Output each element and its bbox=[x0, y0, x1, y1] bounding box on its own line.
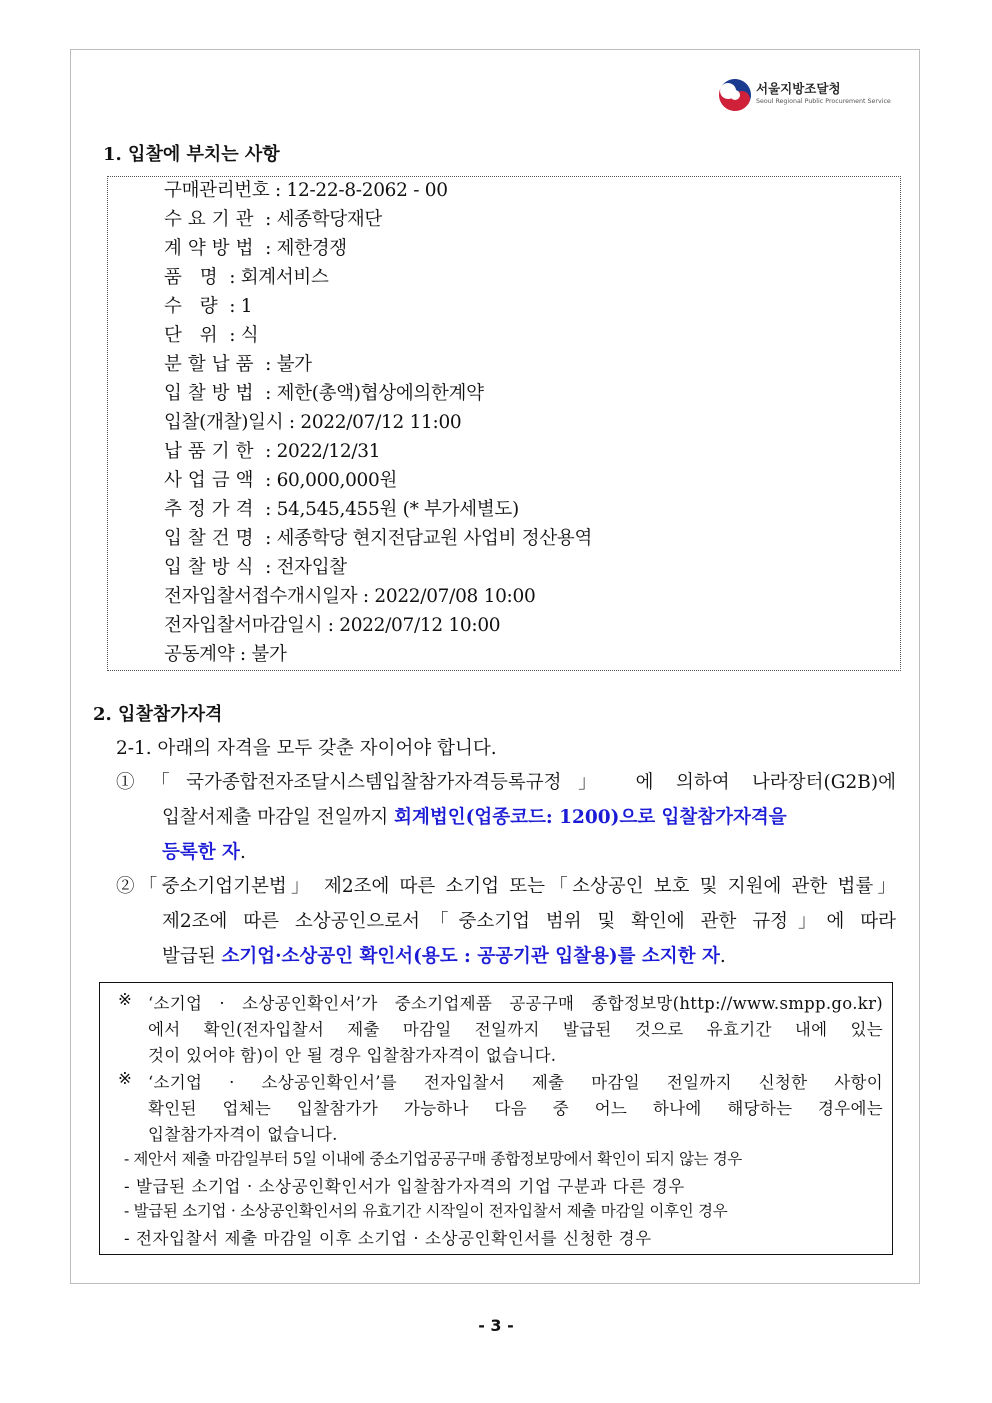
info-value: : 60,000,000원 bbox=[259, 470, 398, 491]
note-dash-item: - 제안서 제출 마감일부터 5일 이내에 중소기업공공구매 종합정보망에서 확인이 되지 않는 경우 bbox=[124, 1150, 742, 1168]
info-label: 계약방법 bbox=[164, 238, 260, 259]
org-name-english: Seoul Regional Public Procurement Service bbox=[756, 98, 891, 105]
qualification-intro: 2-1. 아래의 자격을 모두 갖춘 자이어야 합니다. bbox=[116, 738, 497, 759]
info-row-joint-contract bbox=[164, 640, 287, 666]
info-label: 납품기한 bbox=[164, 441, 260, 462]
info-row-contract-method bbox=[164, 234, 347, 260]
info-row-project-amount bbox=[164, 466, 397, 492]
org-logo bbox=[718, 78, 898, 114]
info-label: 전자입찰서접수개시일자 bbox=[164, 586, 358, 607]
info-value: : 2022/07/12 11:00 bbox=[283, 412, 462, 433]
info-value: : 세종학당재단 bbox=[259, 209, 383, 230]
info-label: 품 명 bbox=[164, 267, 224, 288]
info-value: : 불가 bbox=[259, 354, 312, 375]
section2-title: 2. 입찰참가자격 bbox=[93, 704, 223, 725]
info-value: : 2022/07/12 10:00 bbox=[322, 615, 501, 636]
info-label: 사업금액 bbox=[164, 470, 260, 491]
info-row-unit bbox=[164, 321, 258, 347]
info-value: : 54,545,455원 (* 부가세별도) bbox=[259, 499, 519, 520]
note-1-line2: 에서 확인(전자입찰서 제출 마감일 전일까지 발급된 것으로 유효기간 내에 있는 bbox=[148, 1020, 883, 1039]
requirement-2-line3 bbox=[162, 942, 726, 968]
note-2-bullet: ※ bbox=[118, 1069, 133, 1088]
note-dash-item: - 발급된 소기업 · 소상공인확인서가 입찰참가자격의 기업 구분과 다른 경우 bbox=[124, 1177, 685, 1196]
requirement-1-line1: ①「국가종합전자조달시스템입찰참가자격등록규정」 에 의하여 나라장터(G2B)에 bbox=[116, 772, 896, 793]
info-value: : 1 bbox=[223, 296, 253, 317]
info-row-e-bid-close-date bbox=[164, 611, 500, 637]
info-row-e-bid-open-date bbox=[164, 582, 535, 608]
requirement-1-highlight-end: 등록한 자 bbox=[162, 842, 240, 863]
requirement-1-highlight: 회계법인(업종코드: 1200)으로 입찰참가자격을 bbox=[394, 807, 787, 828]
info-label: 분할납품 bbox=[164, 354, 260, 375]
info-value: : 불가 bbox=[234, 644, 287, 665]
info-label: 입찰방법 bbox=[164, 383, 260, 404]
requirement-2-highlight: 소기업·소상공인 확인서(용도 : 공공기관 입찰용)를 소지한 자 bbox=[221, 946, 720, 967]
note-2-line2: 확인된 업체는 입찰참가가 가능하나 다음 중 어느 하나에 해당하는 경우에는 bbox=[148, 1099, 883, 1118]
page-number: - 3 - bbox=[478, 1316, 514, 1335]
note-2-line3: 입찰참가자격이 없습니다. bbox=[148, 1125, 338, 1144]
info-label: 공동계약 bbox=[164, 644, 235, 665]
info-value: : 2022/07/08 10:00 bbox=[357, 586, 536, 607]
info-label: 수요기관 bbox=[164, 209, 260, 230]
note-1-line3: 것이 있어야 함)이 안 될 경우 입찰참가자격이 없습니다. bbox=[148, 1046, 557, 1065]
info-value: : 회계서비스 bbox=[223, 267, 329, 288]
requirement-1-line2 bbox=[162, 803, 787, 829]
requirement-2-line1: ②「중소기업기본법」 제2조에 따른 소기업 또는「소상공인 보호 및 지원에 관한 법률」 bbox=[116, 876, 896, 897]
info-label: 전자입찰서마감일시 bbox=[164, 615, 323, 636]
info-value: : 12-22-8-2062 - 00 bbox=[269, 180, 448, 201]
info-row-partial-delivery bbox=[164, 350, 312, 376]
info-row-bid-method bbox=[164, 379, 484, 405]
info-value: : 제한(총액)협상에의한계약 bbox=[259, 383, 484, 404]
note-2-line1: ‘소기업 · 소상공인확인서’를 전자입찰서 제출 마감일 전일까지 신청한 사항이 bbox=[148, 1073, 883, 1092]
info-label: 수 량 bbox=[164, 296, 224, 317]
requirement-2-line2: 제2조에 따른 소상공인으로서「중소기업 범위 및 확인에 관한 규정」에 따라 bbox=[162, 911, 896, 932]
info-label: 입찰건명 bbox=[164, 528, 260, 549]
info-row-item-name bbox=[164, 263, 329, 289]
requirement-1-period: . bbox=[239, 842, 246, 863]
info-row-demand-agency bbox=[164, 205, 382, 231]
requirement-2-text: 발급된 bbox=[162, 946, 222, 967]
org-name: 서울지방조달청 bbox=[756, 81, 841, 96]
requirement-1-line3 bbox=[162, 838, 246, 864]
korea-taegeuk-logo-icon bbox=[718, 78, 752, 112]
info-row-purchase-number bbox=[164, 176, 448, 202]
info-value: : 전자입찰 bbox=[259, 557, 347, 578]
info-value: : 세종학당 현지전담교원 사업비 정산용역 bbox=[259, 528, 593, 549]
info-value: : 식 bbox=[223, 325, 259, 346]
note-1-line1: ‘소기업 · 소상공인확인서’가 중소기업제품 공공구매 종합정보망(http://www.smpp.go.kr) bbox=[148, 994, 883, 1013]
note-1-bullet: ※ bbox=[118, 990, 133, 1009]
info-value: : 2022/12/31 bbox=[259, 441, 381, 462]
info-row-quantity bbox=[164, 292, 252, 318]
info-label: 입찰방식 bbox=[164, 557, 260, 578]
info-label: 단 위 bbox=[164, 325, 224, 346]
info-row-bid-type bbox=[164, 553, 347, 579]
note-dash-item: - 전자입찰서 제출 마감일 이후 소기업 · 소상공인확인서를 신청한 경우 bbox=[124, 1229, 652, 1248]
info-row-bid-title bbox=[164, 524, 592, 550]
info-row-delivery-deadline bbox=[164, 437, 380, 463]
info-value: : 제한경쟁 bbox=[259, 238, 347, 259]
info-label: 입찰(개찰)일시 bbox=[164, 412, 284, 433]
info-row-estimated-price bbox=[164, 495, 519, 521]
requirement-2-period: . bbox=[719, 946, 726, 967]
info-label: 구매관리번호 bbox=[164, 180, 270, 201]
requirement-1-text: 입찰서제출 마감일 전일까지 bbox=[162, 807, 395, 828]
note-dash-item: - 발급된 소기업 · 소상공인확인서의 유효기간 시작일이 전자입찰서 제출 마감일 이후인 경우 bbox=[124, 1202, 728, 1220]
info-label: 추정가격 bbox=[164, 499, 260, 520]
section1-title: 1. 입찰에 부치는 사항 bbox=[103, 144, 280, 165]
info-row-bid-datetime bbox=[164, 408, 461, 434]
